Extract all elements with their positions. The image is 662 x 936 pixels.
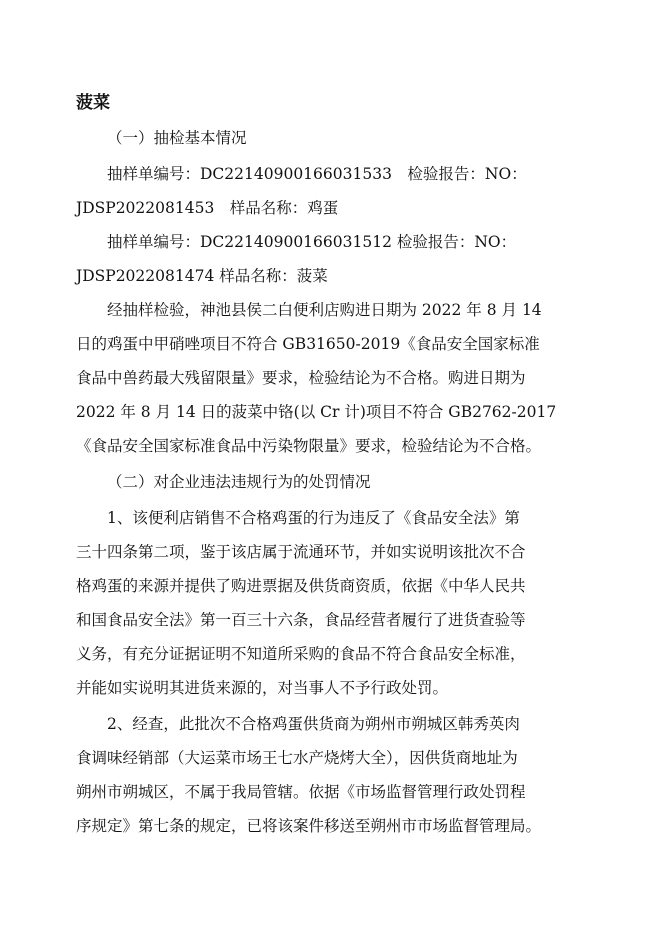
section-2-heading: （二）对企业违法违规行为的处罚情况 bbox=[107, 473, 371, 491]
paragraph-line: 三十四条第二项，鉴于该店属于流通环节，并如实说明该批次不合 bbox=[76, 543, 526, 561]
paragraph-line: 食品中兽药最大残留限量》要求，检验结论为不合格。购进日期为 bbox=[76, 369, 526, 387]
paragraph-line: 2、经查，此批次不合格鸡蛋供货商为朔州市朔城区韩秀英肉 bbox=[107, 715, 520, 733]
paragraph-line: JDSP2022081474 样品名称：菠菜 bbox=[76, 267, 328, 285]
paragraph-line: 2022 年 8 月 14 日的菠菜中铬(以 Cr 计)项目不符合 GB2762-2017 bbox=[76, 403, 557, 421]
paragraph-line: 义务，有充分证据证明不知道所采购的食品不符合食品安全标准， bbox=[76, 645, 526, 663]
paragraph-line: 抽样单编号：DC22140900166031512 检验报告：NO： bbox=[107, 233, 517, 251]
paragraph-line: 抽样单编号：DC22140900166031533 检验报告：NO： bbox=[107, 165, 527, 183]
paragraph-line: 《食品安全国家标准食品中污染物限量》要求，检验结论为不合格。 bbox=[76, 437, 542, 455]
paragraph-line: 序规定》第七条的规定，已将该案件移送至朔州市市场监督管理局。 bbox=[76, 817, 542, 835]
paragraph-line: 1、该便利店销售不合格鸡蛋的行为违反了《食品安全法》第 bbox=[107, 509, 520, 527]
paragraph-line: 食调味经销部（大运菜市场王七水产烧烤大全），因供货商地址为 bbox=[76, 749, 518, 767]
section-1-heading: （一）抽检基本情况 bbox=[107, 129, 247, 147]
paragraph-line: 经抽样检验，神池县侯二白便利店购进日期为 2022 年 8 月 14 bbox=[107, 301, 542, 319]
paragraph-line: 并能如实说明其进货来源的，对当事人不予行政处罚。 bbox=[76, 679, 449, 697]
paragraph-line: 朔州市朔城区，不属于我局管辖。依据《市场监督管理行政处罚程 bbox=[76, 783, 526, 801]
paragraph-line: 和国食品安全法》第一百三十六条，食品经营者履行了进货查验等 bbox=[76, 611, 526, 629]
paragraph-line: 格鸡蛋的来源并提供了购进票据及供货商资质，依据《中华人民共 bbox=[76, 577, 526, 595]
paragraph-line: 日的鸡蛋中甲硝唑项目不符合 GB31650-2019《食品安全国家标准 bbox=[76, 335, 540, 353]
paragraph-line: JDSP2022081453 样品名称：鸡蛋 bbox=[76, 199, 339, 217]
document-title: 菠菜 bbox=[76, 93, 110, 113]
